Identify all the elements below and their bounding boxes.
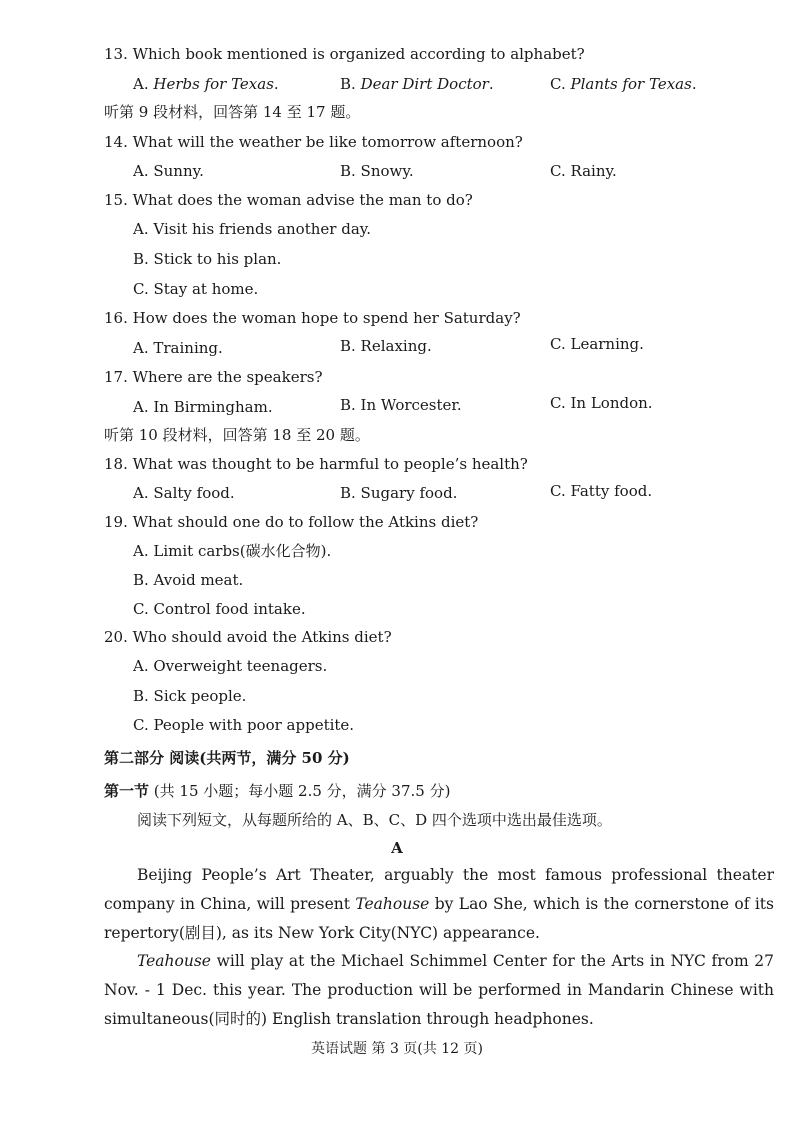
paragraph-text: by Lao She, which is the cornerstone of its repertory(剧目), as its New York City(NYC) appearance.	[104, 895, 774, 942]
paragraph-text: will play at the Michael Schimmel Center for the Arts in NYC from 27 Nov. - 1 Dec. this year. The production will be performed in Mandarin Chinese with simultaneous(同时的) English translation through headphones.	[104, 952, 774, 1028]
question-17-option-c: C. In London.	[550, 394, 653, 412]
paragraph-text: Beijing People’s Art Theater, arguably the most famous professional theater company in China, will present	[104, 866, 774, 913]
instruction-section-9: 听第 9 段材料，回答第 14 至 17 题。	[104, 103, 361, 121]
question-13-option-a: A. Herbs for Texas.	[133, 75, 279, 93]
question-17-option-a: A. In Birmingham.	[133, 398, 273, 416]
question-18-stem: 18. What was thought to be harmful to people’s health?	[104, 455, 528, 473]
page-footer: 英语试题 第 3 页(共 12 页)	[311, 1041, 483, 1057]
section-details: (共 15 小题；每小题 2.5 分，满分 37.5 分)	[153, 782, 451, 800]
question-15-option-b: B. Stick to his plan.	[133, 250, 282, 268]
question-13-option-c: C. Plants for Texas.	[550, 75, 697, 93]
passage-paragraph-1	[104, 861, 774, 948]
question-17-option-b: B. In Worcester.	[340, 396, 462, 414]
play-title: Teahouse	[355, 895, 430, 913]
question-15-stem: 15. What does the woman advise the man to do?	[104, 191, 473, 209]
question-20-stem: 20. Who should avoid the Atkins diet?	[104, 628, 392, 646]
section-one-heading	[104, 781, 450, 801]
option-title: Plants for Texas	[570, 75, 692, 93]
question-19-option-c: C. Control food intake.	[133, 600, 306, 618]
question-18-option-c: C. Fatty food.	[550, 482, 653, 500]
reading-instruction: 阅读下列短文，从每题所给的 A、B、C、D 四个选项中选出最佳选项。	[137, 811, 612, 829]
question-16-stem: 16. How does the woman hope to spend her Saturday?	[104, 309, 521, 327]
question-16-option-b: B. Relaxing.	[340, 337, 432, 355]
question-20-option-a: A. Overweight teenagers.	[133, 657, 328, 675]
question-18-option-a: A. Salty food.	[133, 484, 235, 502]
question-18-option-b: B. Sugary food.	[340, 484, 458, 502]
part-two-heading: 第二部分 阅读(共两节，满分 50 分)	[104, 749, 350, 767]
option-title: Herbs for Texas	[153, 75, 274, 93]
question-20-option-c: C. People with poor appetite.	[133, 716, 355, 734]
question-20-option-b: B. Sick people.	[133, 687, 247, 705]
question-19-stem: 19. What should one do to follow the Atkins diet?	[104, 513, 479, 531]
question-15-option-c: C. Stay at home.	[133, 280, 259, 298]
instruction-section-10: 听第 10 段材料，回答第 18 至 20 题。	[104, 426, 370, 444]
option-title: Dear Dirt Doctor	[360, 75, 489, 93]
passage-letter: A	[391, 839, 403, 857]
question-13-stem: 13. Which book mentioned is organized according to alphabet?	[104, 45, 585, 63]
question-17-stem: 17. Where are the speakers?	[104, 368, 323, 386]
question-19-option-b: B. Avoid meat.	[133, 571, 244, 589]
question-16-option-a: A. Training.	[133, 339, 223, 357]
play-title: Teahouse	[137, 952, 211, 970]
section-label: 第一节	[104, 782, 150, 800]
question-14-option-c: C. Rainy.	[550, 162, 617, 180]
question-13-option-b: B. Dear Dirt Doctor.	[340, 75, 494, 93]
question-14-stem: 14. What will the weather be like tomorrow afternoon?	[104, 133, 523, 151]
question-14-option-b: B. Snowy.	[340, 162, 414, 180]
question-16-option-c: C. Learning.	[550, 335, 644, 353]
question-15-option-a: A. Visit his friends another day.	[133, 220, 372, 238]
question-19-option-a: A. Limit carbs(碳水化合物).	[133, 542, 332, 560]
passage-paragraph-2	[104, 947, 774, 1034]
question-14-option-a: A. Sunny.	[133, 162, 204, 180]
